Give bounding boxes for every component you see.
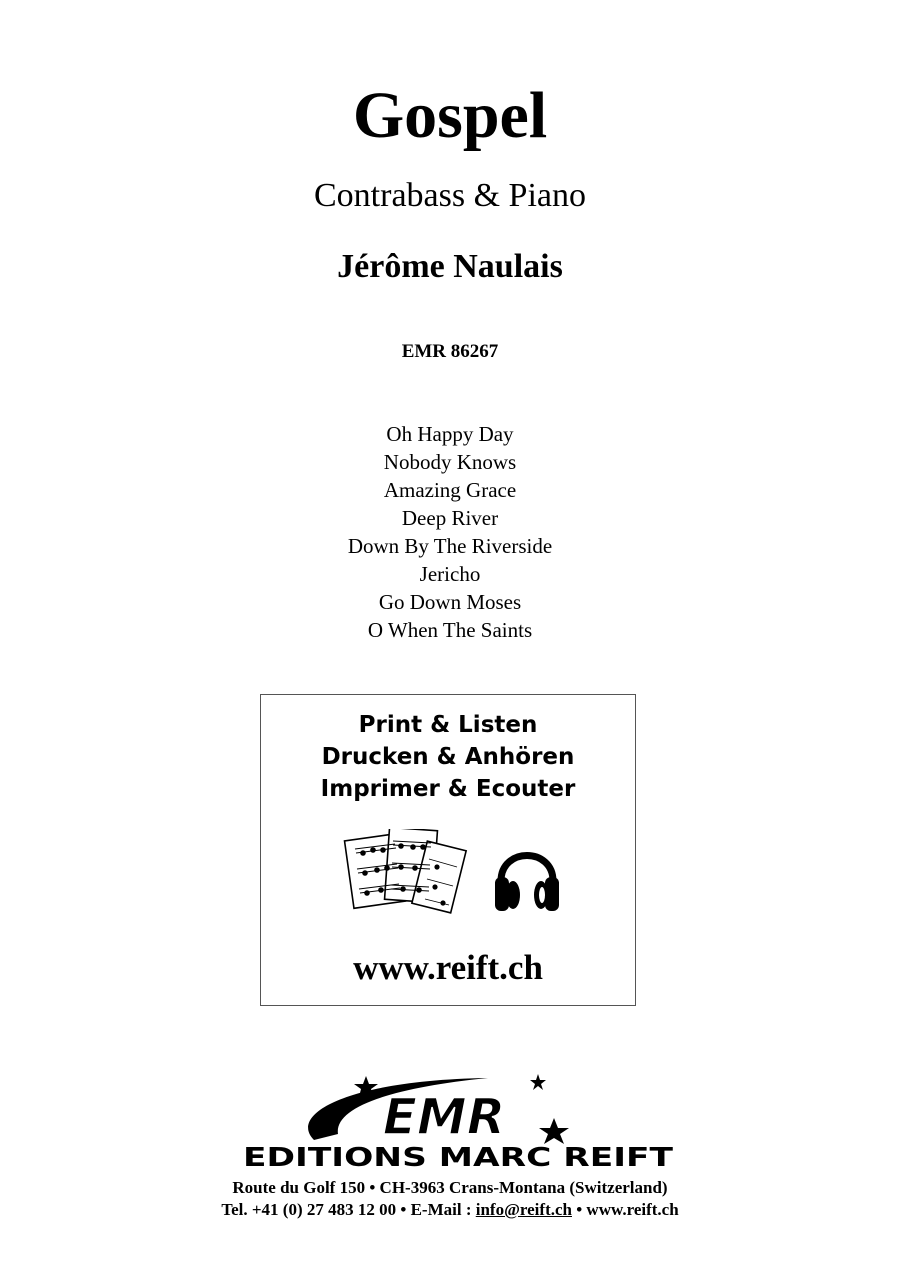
- song-item: Go Down Moses: [378, 590, 522, 614]
- contact-line: [0, 1199, 900, 1221]
- publisher-name: EDITIONS MARC REIFT: [243, 1143, 674, 1172]
- address-line: Route du Golf 150 • CH-3963 Crans-Montana (Switzerland): [232, 1178, 668, 1197]
- song-item: Oh Happy Day: [386, 422, 514, 446]
- promo-url: www.reift.ch: [353, 948, 543, 987]
- headphones-icon: [495, 856, 559, 912]
- emr-logo: [238, 1072, 678, 1177]
- logo-mark: EMR: [382, 1088, 506, 1146]
- song-item: O When The Saints: [367, 618, 533, 642]
- promo-line-en: Print & Listen: [358, 712, 538, 738]
- song-item: Deep River: [401, 506, 499, 530]
- page-title: Gospel: [352, 79, 548, 152]
- composer-name: Jérôme Naulais: [337, 248, 563, 285]
- song-item: Amazing Grace: [383, 478, 517, 502]
- song-item: Nobody Knows: [383, 450, 517, 474]
- instrumentation: Contrabass & Piano: [314, 177, 586, 214]
- email-link[interactable]: info@reift.ch: [475, 1200, 572, 1219]
- publisher-address: [0, 1177, 900, 1221]
- sheet-music-icon: [345, 829, 467, 913]
- print-listen-box: [260, 694, 636, 1006]
- promo-line-de: Drucken & Anhören: [321, 744, 575, 770]
- song-list: [0, 420, 900, 644]
- song-item: Jericho: [419, 562, 481, 586]
- promo-line-fr: Imprimer & Ecouter: [320, 776, 576, 802]
- song-item: Down By The Riverside: [347, 534, 553, 558]
- web-suffix: • www.reift.ch: [571, 1200, 679, 1219]
- phone-label: Tel. +41 (0) 27 483 12 00 • E-Mail :: [221, 1200, 476, 1219]
- catalog-number: EMR 86267: [401, 341, 499, 362]
